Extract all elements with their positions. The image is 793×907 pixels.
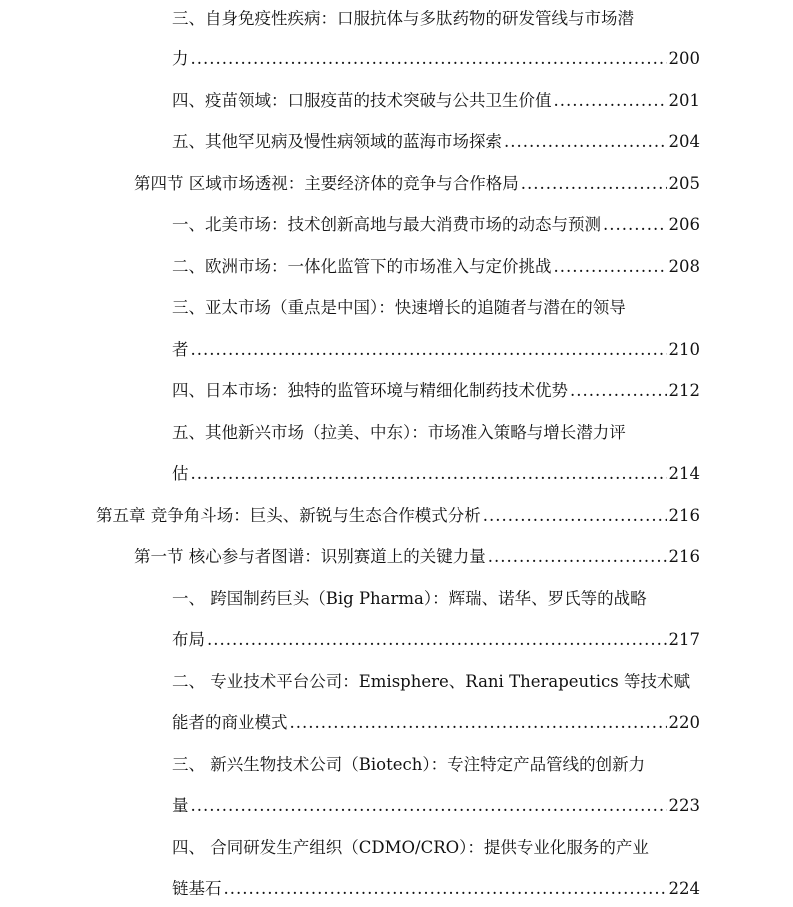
toc-page-number: 216 (668, 547, 700, 566)
toc-entry[interactable] (172, 876, 700, 902)
toc-page-number: 220 (668, 713, 700, 732)
toc-leader-dots (554, 254, 667, 280)
toc-page-number: 217 (668, 630, 700, 649)
toc-entry-text: 四、日本市场：独特的监管环境与精细化制药技术优势 (172, 381, 568, 400)
toc-entry-continuation: 量 (172, 796, 189, 815)
toc-entry-continuation: 者 (172, 340, 189, 359)
toc-entry[interactable] (172, 461, 700, 487)
toc-page-number: 204 (668, 132, 700, 151)
toc-entry-text: 第五章 竞争角斗场：巨头、新锐与生态合作模式分析 (96, 506, 481, 525)
toc-entry-continuation: 估 (172, 464, 189, 483)
toc-leader-dots (191, 46, 667, 72)
toc-entry[interactable] (172, 254, 700, 280)
toc-leader-dots (521, 171, 667, 197)
toc-leader-dots (488, 544, 667, 570)
toc-entry-text: 五、其他罕见病及慢性病领域的蓝海市场探索 (172, 132, 502, 151)
toc-page-number: 224 (668, 879, 700, 898)
toc-entry-continuation: 链基石 (172, 879, 222, 898)
toc-entry[interactable] (172, 88, 700, 114)
toc-page-number: 205 (668, 174, 700, 193)
toc-entry[interactable] (172, 378, 700, 404)
toc-entry[interactable] (172, 793, 700, 819)
toc-leader-dots (483, 503, 667, 529)
toc-page-number: 216 (668, 506, 700, 525)
toc-entry-text[interactable]: 一、 跨国制药巨头（Big Pharma）：辉瑞、诺华、罗氏等的战略 (172, 589, 647, 608)
toc-section-entry[interactable] (134, 544, 700, 570)
toc-page-number: 208 (668, 257, 700, 276)
toc-entry[interactable] (172, 212, 700, 238)
toc-leader-dots (191, 461, 667, 487)
toc-entry-continuation: 布局 (172, 630, 205, 649)
toc-leader-dots (224, 876, 667, 902)
toc-entry-text[interactable]: 五、其他新兴市场（拉美、中东）：市场准入策略与增长潜力评 (172, 423, 626, 442)
toc-leader-dots (191, 337, 667, 363)
toc-page-number: 214 (668, 464, 700, 483)
toc-page-number: 200 (668, 49, 700, 68)
toc-leader-dots (290, 710, 667, 736)
toc-chapter-entry[interactable] (96, 503, 700, 529)
toc-leader-dots (554, 88, 667, 114)
toc-page-number: 212 (668, 381, 700, 400)
toc-page-number: 223 (668, 796, 700, 815)
toc-entry-text[interactable]: 三、 新兴生物技术公司（Biotech）：专注特定产品管线的创新力 (172, 755, 646, 774)
toc-entry[interactable] (172, 627, 700, 653)
toc-entry-continuation: 力 (172, 49, 189, 68)
toc-entry[interactable] (172, 129, 700, 155)
toc-entry[interactable] (172, 710, 700, 736)
toc-entry-text: 第一节 核心参与者图谱：识别赛道上的关键力量 (134, 547, 486, 566)
toc-entry[interactable] (172, 46, 700, 72)
toc-entry-text: 一、北美市场：技术创新高地与最大消费市场的动态与预测 (172, 215, 601, 234)
toc-entry-text[interactable]: 三、亚太市场（重点是中国）：快速增长的追随者与潜在的领导 (172, 298, 626, 317)
toc-leader-dots (504, 129, 667, 155)
toc-entry-continuation: 能者的商业模式 (172, 713, 288, 732)
toc-leader-dots (207, 627, 667, 653)
toc-entry-text: 第四节 区域市场透视：主要经济体的竞争与合作格局 (134, 174, 519, 193)
toc-entry-text: 四、疫苗领域：口服疫苗的技术突破与公共卫生价值 (172, 91, 552, 110)
toc-page-number: 201 (668, 91, 700, 110)
toc-entry-text[interactable]: 二、 专业技术平台公司：Emisphere、Rani Therapeutics 等技术赋 (172, 672, 691, 691)
toc-entry-text[interactable]: 四、 合同研发生产组织（CDMO/CRO）：提供专业化服务的产业 (172, 838, 649, 857)
toc-entry-text: 二、欧洲市场：一体化监管下的市场准入与定价挑战 (172, 257, 552, 276)
toc-leader-dots (191, 793, 667, 819)
toc-entry-text[interactable]: 三、自身免疫性疾病：口服抗体与多肽药物的研发管线与市场潜 (172, 9, 634, 28)
toc-leader-dots (603, 212, 667, 238)
toc-section-entry[interactable] (134, 171, 700, 197)
toc-leader-dots (570, 378, 667, 404)
toc-page-number: 206 (668, 215, 700, 234)
toc-page-number: 210 (668, 340, 700, 359)
toc-entry[interactable] (172, 337, 700, 363)
